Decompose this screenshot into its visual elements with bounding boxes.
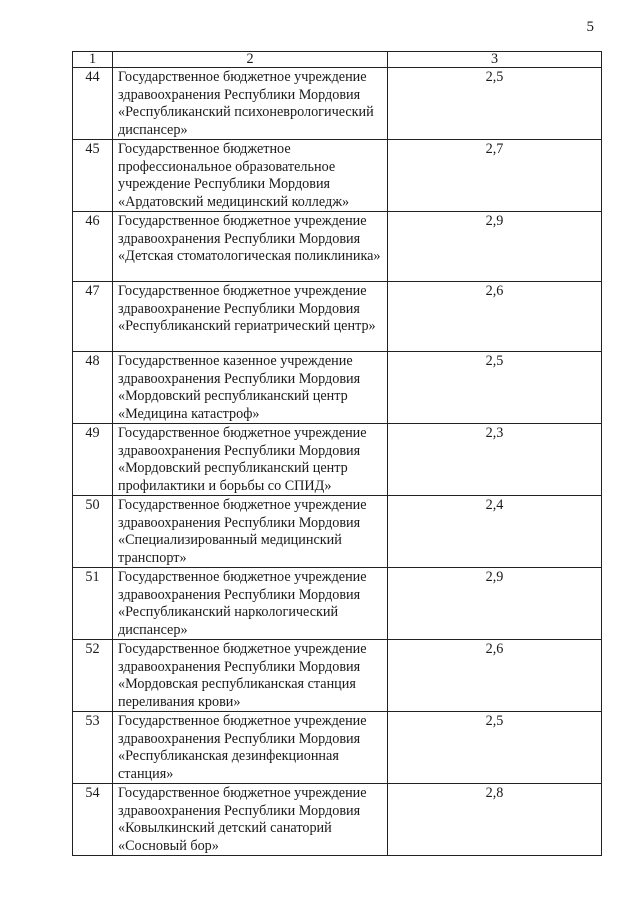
- column-header-3: 3: [388, 52, 602, 68]
- institution-name: Государственное бюджетное профессиональное образовательное учреждение Республики Мордовия «Ардатовский медицинский колледж»: [113, 140, 388, 212]
- row-number: 53: [73, 712, 113, 784]
- table-row: [73, 424, 602, 496]
- coefficient-value: 2,9: [388, 212, 602, 282]
- table-row: [73, 352, 602, 424]
- institution-name: Государственное бюджетное учреждение здравоохранения Республики Мордовия «Республиканская дезинфекционная станция»: [113, 712, 388, 784]
- institution-name: Государственное казенное учреждение здравоохранения Республики Мордовия «Мордовский республиканский центр «Медицина катастроф»: [113, 352, 388, 424]
- coefficient-value: 2,4: [388, 496, 602, 568]
- row-number: 50: [73, 496, 113, 568]
- row-number: 54: [73, 784, 113, 856]
- institution-name: Государственное бюджетное учреждение здравоохранение Республики Мордовия «Республиканский гериатрический центр»: [113, 282, 388, 352]
- institution-name: Государственное бюджетное учреждение здравоохранения Республики Мордовия «Республиканский наркологический диспансер»: [113, 568, 388, 640]
- row-number: 47: [73, 282, 113, 352]
- institution-name: Государственное бюджетное учреждение здравоохранения Республики Мордовия «Ковылкинский детский санаторий «Сосновый бор»: [113, 784, 388, 856]
- institutions-table: [72, 51, 602, 856]
- table-row: [73, 140, 602, 212]
- row-number: 44: [73, 68, 113, 140]
- coefficient-value: 2,7: [388, 140, 602, 212]
- institution-name: Государственное бюджетное учреждение здравоохранения Республики Мордовия «Детская стоматологическая поликлиника»: [113, 212, 388, 282]
- coefficient-value: 2,6: [388, 282, 602, 352]
- column-header-2: 2: [113, 52, 388, 68]
- table-row: [73, 68, 602, 140]
- coefficient-value: 2,9: [388, 568, 602, 640]
- row-number: 46: [73, 212, 113, 282]
- coefficient-value: 2,5: [388, 712, 602, 784]
- coefficient-value: 2,8: [388, 784, 602, 856]
- table-row: [73, 640, 602, 712]
- row-number: 52: [73, 640, 113, 712]
- table-row: [73, 568, 602, 640]
- row-number: 51: [73, 568, 113, 640]
- column-header-1: 1: [73, 52, 113, 68]
- institution-name: Государственное бюджетное учреждение здравоохранения Республики Мордовия «Мордовский республиканский центр профилактики и борьбы со СПИД»: [113, 424, 388, 496]
- table-row: [73, 712, 602, 784]
- coefficient-value: 2,6: [388, 640, 602, 712]
- coefficient-value: 2,5: [388, 68, 602, 140]
- page-number: 5: [586, 19, 594, 35]
- coefficient-value: 2,3: [388, 424, 602, 496]
- row-number: 49: [73, 424, 113, 496]
- table-row: [73, 212, 602, 282]
- row-number: 48: [73, 352, 113, 424]
- table-row: [73, 784, 602, 856]
- institution-name: Государственное бюджетное учреждение здравоохранения Республики Мордовия «Республиканский психоневрологический диспансер»: [113, 68, 388, 140]
- row-number: 45: [73, 140, 113, 212]
- table-header-row: [73, 52, 602, 68]
- institution-name: Государственное бюджетное учреждение здравоохранения Республики Мордовия «Мордовская республиканская станция переливания крови»: [113, 640, 388, 712]
- table-row: [73, 282, 602, 352]
- coefficient-value: 2,5: [388, 352, 602, 424]
- institution-name: Государственное бюджетное учреждение здравоохранения Республики Мордовия «Специализированный медицинский транспорт»: [113, 496, 388, 568]
- table-row: [73, 496, 602, 568]
